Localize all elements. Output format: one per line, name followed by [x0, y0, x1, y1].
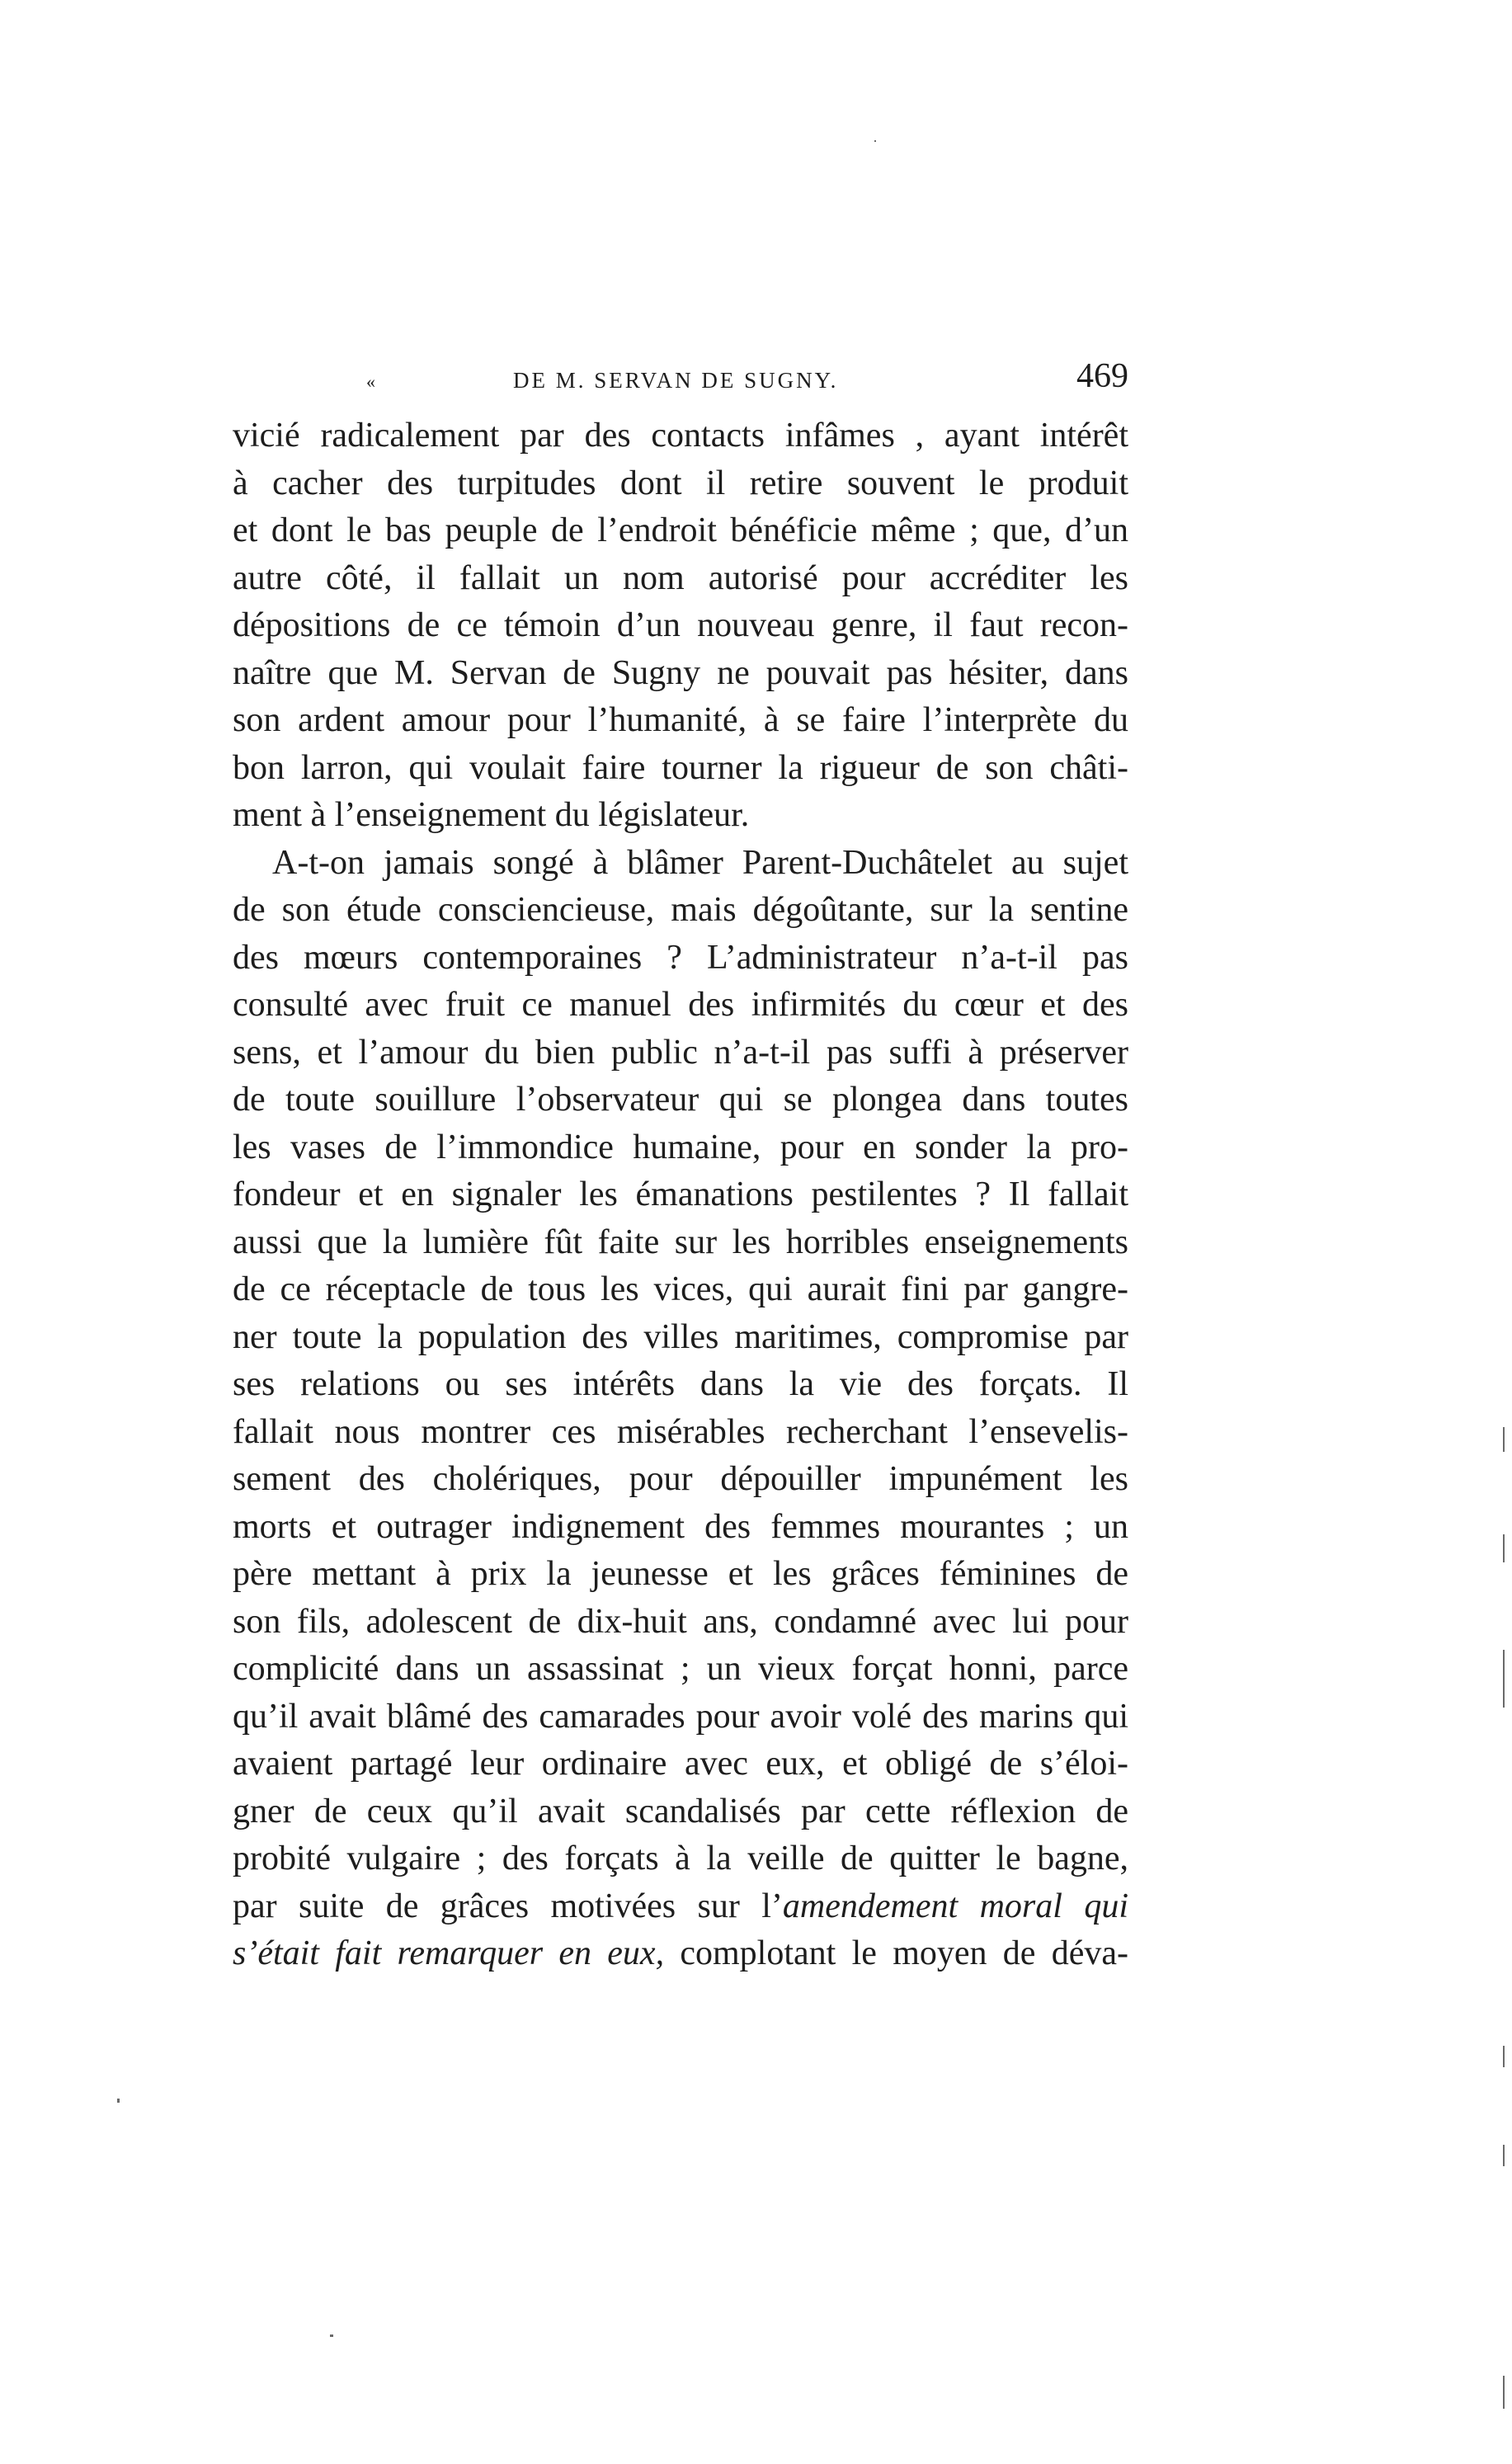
- text-line: [233, 1883, 1128, 1931]
- text-line: aussi que la lumière fût faite sur les horribles enseignements: [233, 1223, 1128, 1261]
- text-line: autre côté, il fallait un nom autorisé pour accréditer les: [233, 558, 1128, 597]
- text-line: les vases de l’immondice humaine, pour en sonder la pro-: [233, 1128, 1128, 1166]
- text-line: son ardent amour pour l’humanité, à se faire l’interprète du: [233, 701, 1128, 739]
- margin-speck: [1503, 2376, 1505, 2409]
- margin-speck: [117, 2099, 120, 2103]
- text-line: fondeur et en signaler les émanations pestilentes ? Il fallait: [233, 1175, 1128, 1213]
- margin-speck: [1503, 1427, 1505, 1452]
- margin-speck: [1503, 2145, 1505, 2166]
- italic-text: s’était fait remarquer en eux,: [233, 1934, 665, 1972]
- body-text: [233, 412, 1128, 1978]
- page-number: 469: [1076, 357, 1128, 395]
- text-line: naître que M. Servan de Sugny ne pouvait pas hésiter, dans: [233, 653, 1128, 692]
- text-line: fallait nous montrer ces misérables recherchant l’ensevelis-: [233, 1412, 1128, 1451]
- text-line: sens, et l’amour du bien public n’a-t-il pas suffi à préserver: [233, 1033, 1128, 1072]
- text-line: à cacher des turpitudes dont il retire souvent le produit: [233, 464, 1128, 502]
- text-line: morts et outrager indignement des femmes mourantes ; un: [233, 1507, 1128, 1546]
- text-line: [233, 1930, 1128, 1978]
- italic-text: amendement moral qui: [782, 1887, 1128, 1925]
- text-line: ses relations ou ses intérêts dans la vie des forçats. Il: [233, 1365, 1128, 1403]
- text-line: ner toute la population des villes maritimes, compromise par: [233, 1317, 1128, 1356]
- margin-speck: [1503, 1650, 1505, 1708]
- text-line: bon larron, qui voulait faire tourner la rigueur de son châti-: [233, 748, 1128, 787]
- paragraph-1: [233, 412, 1128, 840]
- margin-speck: [874, 140, 876, 142]
- head-mark: «: [366, 371, 375, 392]
- text-line: et dont le bas peuple de l’endroit bénéficie même ; que, d’un: [233, 511, 1128, 549]
- text-line: vicié radicalement par des contacts infâmes , ayant intérêt: [233, 417, 1128, 455]
- text-line: son fils, adolescent de dix-huit ans, condamné avec lui pour: [233, 1602, 1128, 1641]
- text-line: père mettant à prix la jeunesse et les grâces féminines de: [233, 1555, 1128, 1593]
- text-line: qu’il avait blâmé des camarades pour avoir volé des marins qui: [233, 1697, 1128, 1736]
- text-line: probité vulgaire ; des forçats à la veille de quitter le bagne,: [233, 1840, 1128, 1877]
- text-line: avaient partagé leur ordinaire avec eux, et obligé de s’éloi-: [233, 1745, 1128, 1783]
- text-line: dépositions de ce témoin d’un nouveau genre, il faut recon-: [233, 606, 1128, 644]
- text-run: complotant le moyen de déva-: [664, 1934, 1128, 1972]
- text-run: par suite de grâces motivées sur l’: [233, 1887, 783, 1925]
- text-line: complicité dans un assassinat ; un vieux forçat honni, parce: [233, 1650, 1128, 1688]
- text-line: A-t-on jamais songé à blâmer Parent-Duchâtelet au sujet: [272, 843, 1128, 882]
- text-line: ment à l’enseignement du législateur.: [233, 796, 750, 834]
- running-head: [233, 357, 1128, 404]
- text-line: des mœurs contemporaines ? L’administrateur n’a-t-il pas: [233, 938, 1128, 977]
- margin-speck: [1503, 2046, 1505, 2067]
- margin-speck: [1503, 1534, 1505, 1562]
- margin-speck: [330, 2334, 333, 2337]
- text-line: gner de ceux qu’il avait scandalisés par cette réflexion de: [233, 1792, 1128, 1830]
- text-line: consulté avec fruit ce manuel des infirmités du cœur et des: [233, 986, 1128, 1024]
- paragraph-2: [233, 840, 1128, 1978]
- text-line: de ce réceptacle de tous les vices, qui aurait fini par gangre-: [233, 1270, 1128, 1308]
- text-line: de toute souillure l’observateur qui se plongea dans toutes: [233, 1081, 1128, 1119]
- running-title: DE M. SERVAN DE SUGNY.: [513, 368, 839, 393]
- text-line: sement des cholériques, pour dépouiller impunément les: [233, 1460, 1128, 1498]
- text-line: de son étude consciencieuse, mais dégoûtante, sur la sentine: [233, 891, 1128, 929]
